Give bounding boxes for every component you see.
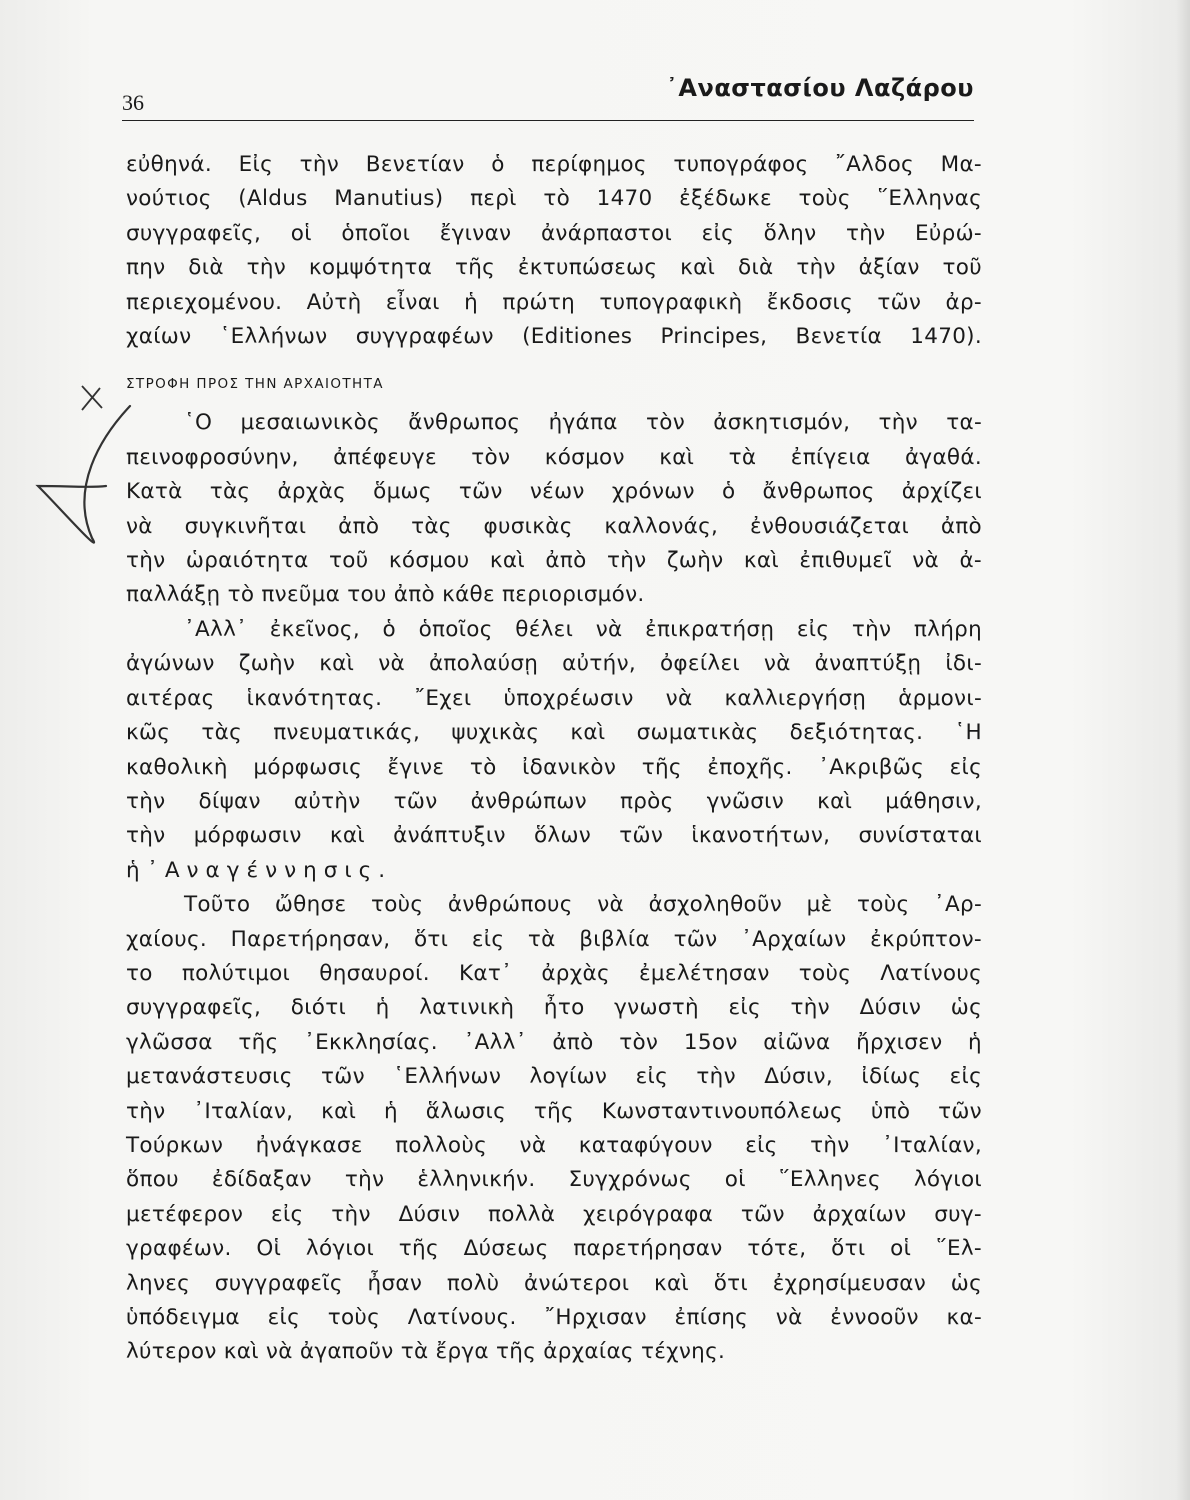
text-line: τὴν ᾿Ιταλίαν, καὶ ἡ ἅλωσις τῆς Κωνσταντινουπόλεως ὑπὸ τῶν: [126, 1098, 982, 1124]
text-line: ὅπου ἐδίδαξαν τὴν ἑλληνικήν. Συγχρόνως οἱ ῞Ελληνες λόγιοι: [126, 1167, 982, 1193]
handwritten-margin-mark: [30, 378, 140, 558]
text-line: εὐθηνά. Εἰς τὴν Βενετίαν ὁ περίφημος τυπογράφος ῎Αλδος Μα-: [126, 152, 982, 177]
text-line: γλῶσσα τῆς ᾿Εκκλησίας. ᾿Αλλ᾿ ἀπὸ τὸν 15ον αἰῶνα ἤρχισεν ἡ: [126, 1029, 982, 1055]
page-body: [126, 148, 982, 1370]
text-line: καθολικὴ μόρφωσις ἔγινε τὸ ἰδανικὸν τῆς ἐποχῆς. ᾿Ακριβῶς εἰς: [126, 754, 982, 780]
text-line: το πολύτιμοι θησαυροί. Κατ᾿ ἀρχὰς ἐμελέτησαν τοὺς Λατίνους: [126, 960, 982, 986]
paragraph-4: [126, 888, 982, 1370]
text-line: ληνες συγγραφεῖς ἦσαν πολὺ ἀνώτεροι καὶ ὅτι ἐχρησίμευσαν ὡς: [126, 1270, 982, 1296]
text-line: νούτιος (Aldus Manutius) περὶ τὸ 1470 ἐξέδωκε τοὺς ῞Ελληνας: [126, 186, 982, 212]
text-line: Τούρκων ἠνάγκασε πολλοὺς νὰ καταφύγουν εἰς τὴν ᾿Ιταλίαν,: [126, 1132, 982, 1158]
text-line: μετέφερον εἰς τὴν Δύσιν πολλὰ χειρόγραφα τῶν ἀρχαίων συγ-: [126, 1201, 982, 1227]
paragraph-3: [126, 613, 982, 888]
page-number: 36: [122, 90, 144, 115]
text-line: τὴν δίψαν αὐτὴν τῶν ἀνθρώπων πρὸς γνῶσιν καὶ μάθησιν,: [126, 788, 982, 814]
text-line: Τοῦτο ὤθησε τοὺς ἀνθρώπους νὰ ἀσχοληθοῦν μὲ τοὺς ᾿Αρ-: [184, 892, 982, 918]
text-line: τὴν ὡραιότητα τοῦ κόσμου καὶ ἀπὸ τὴν ζωὴν καὶ ἐπιθυμεῖ νὰ ἀ-: [126, 548, 982, 574]
text-line: γραφέων. Οἱ λόγιοι τῆς Δύσεως παρετήρησαν τότε, ὅτι οἱ ῞Ελ-: [126, 1236, 982, 1262]
text-line: πην διὰ τὴν κομψότητα τῆς ἐκτυπώσεως καὶ διὰ τὴν ἀξίαν τοῦ: [126, 255, 982, 281]
text-line: συγγραφεῖς, διότι ἡ λατινικὴ ἦτο γνωστὴ εἰς τὴν Δύσιν ὡς: [126, 995, 982, 1021]
paragraph-1: [126, 148, 982, 354]
section-heading: ΣΤΡΟΦΗ ΠΡΟΣ ΤΗΝ ΑΡΧΑΙΟΤΗΤΑ: [126, 376, 384, 393]
text-line: νὰ συγκινῆται ἀπὸ τὰς φυσικὰς καλλονάς, ἐνθουσιάζεται ἀπὸ: [126, 513, 982, 539]
text-line: ἀγώνων ζωὴν καὶ νὰ ἀπολαύσῃ αὐτήν, ὀφείλει νὰ ἀναπτύξῃ ἰδι-: [126, 651, 982, 677]
text-line: [126, 854, 982, 888]
text-line: χαίους. Παρετήρησαν, ὅτι εἰς τὰ βιβλία τῶν ᾿Αρχαίων ἐκρύπτον-: [126, 926, 982, 952]
text-line: ῾Ο μεσαιωνικὸς ἄνθρωπος ἠγάπα τὸν ἀσκητισμόν, τὴν τα-: [184, 410, 982, 436]
text-line: χαίων ῾Ελλήνων συγγραφέων (Editiones Principes, Βενετία 1470).: [126, 324, 982, 350]
page-header: [122, 70, 974, 121]
spaced-emphasis: ᾿Αναγέννησις.: [147, 857, 393, 883]
text-line: ὑπόδειγμα εἰς τοὺς Λατίνους. ῎Ηρχισαν ἐπίσης νὰ ἐννοοῦν κα-: [126, 1305, 982, 1330]
running-head: ᾿Αναστασίου Λαζάρου: [665, 74, 974, 102]
text-line: πεινοφροσύνην, ἀπέφευγε τὸν κόσμον καὶ τὰ ἐπίγεια ἀγαθά.: [126, 444, 982, 470]
text-line: λύτερον καὶ νὰ ἀγαποῦν τὰ ἔργα τῆς ἀρχαίας τέχνης.: [126, 1339, 726, 1365]
paragraph-2: [126, 406, 982, 612]
text-line: συγγραφεῖς, οἱ ὁποῖοι ἔγιναν ἀνάρπαστοι εἰς ὅλην τὴν Εὐρώ-: [126, 220, 982, 246]
text-line: τὴν μόρφωσιν καὶ ἀνάπτυξιν ὅλων τῶν ἱκανοτήτων, συνίσταται: [126, 823, 982, 849]
text-line: περιεχομένου. Αὐτὴ εἶναι ἡ πρώτη τυπογραφικὴ ἔκδοσις τῶν ἀρ-: [126, 289, 982, 315]
text-line: ᾿Αλλ᾿ ἐκεῖνος, ὁ ὁποῖος θέλει νὰ ἐπικρατήσῃ εἰς τὴν πλήρη: [184, 616, 982, 642]
page-edge-shadow: [1176, 0, 1190, 1500]
text-line: αιτέρας ἱκανότητας. ῎Εχει ὑποχρέωσιν νὰ καλλιεργήσῃ ἁρμονι-: [126, 685, 982, 711]
text-line: Κατὰ τὰς ἀρχὰς ὅμως τῶν νέων χρόνων ὁ ἄνθρωπος ἀρχίζει: [126, 479, 982, 505]
text-fragment: ἡ: [126, 857, 140, 883]
text-line: παλλάξῃ τὸ πνεῦμα του ἀπὸ κάθε περιορισμόν.: [126, 582, 645, 608]
text-line: μετανάστευσις τῶν ῾Ελλήνων λογίων εἰς τὴν Δύσιν, ἰδίως εἰς: [126, 1064, 982, 1090]
text-line: κῶς τὰς πνευματικάς, ψυχικὰς καὶ σωματικὰς δεξιότητας. ῾Η: [126, 720, 982, 746]
